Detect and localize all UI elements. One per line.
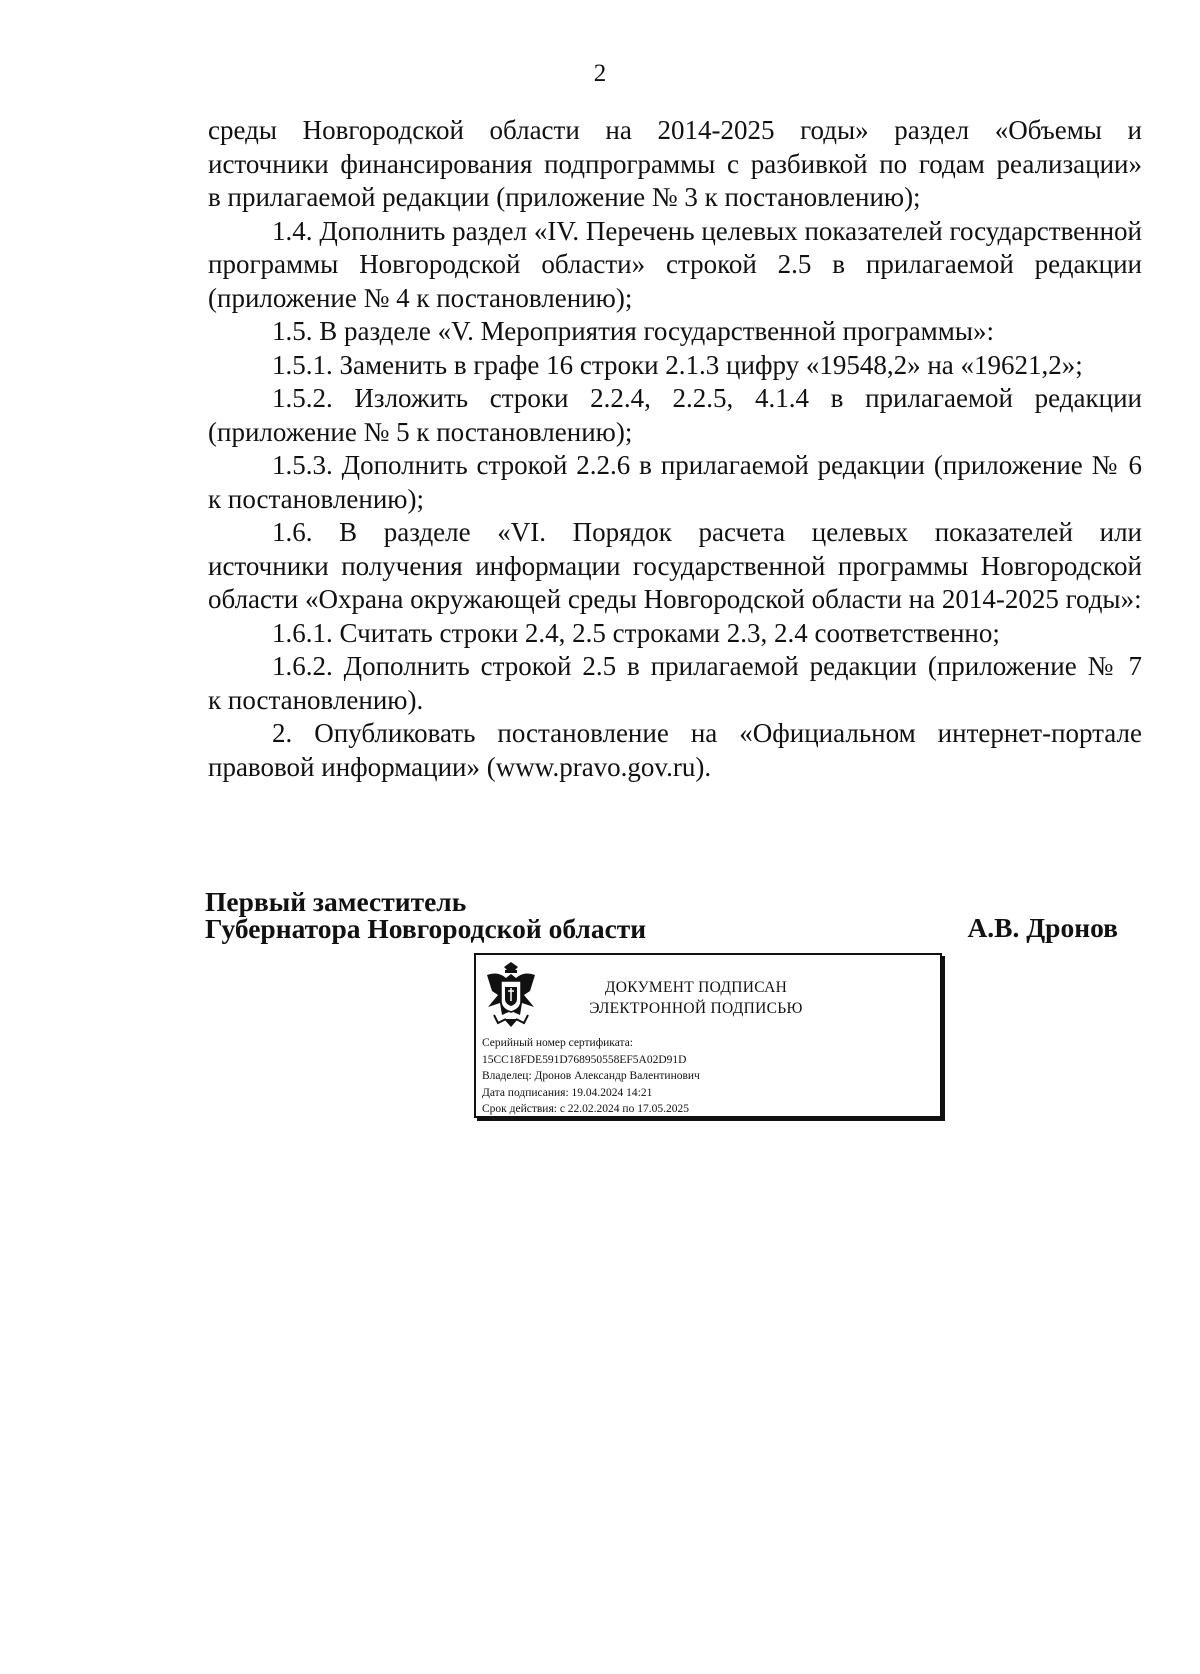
text-line: в прилагаемой редакции (приложение № 3 к постановлению);	[208, 182, 921, 212]
text-line: 1.5.3. Дополнить строкой 2.2.6 в прилагаемой редакции (приложение № 6	[272, 450, 1142, 480]
electronic-signature-stamp	[474, 953, 942, 1118]
text-line: 1.4. Дополнить раздел «IV. Перечень целевых показателей государственной	[272, 215, 1142, 246]
text-line: области «Охрана окружающей среды Новгородской области на 2014-2025 годы»:	[208, 584, 1142, 614]
text-line: 2. Опубликовать постановление на «Официальном интернет-портале	[272, 718, 1142, 748]
text-line: (приложение № 5 к постановлению);	[208, 416, 633, 447]
stamp-title-line2: ЭЛЕКТРОННОЙ ПОДПИСЬЮ	[589, 1000, 803, 1017]
text-line: среды Новгородской области на 2014-2025 годы» раздел «Объемы и	[208, 115, 1142, 145]
text-line: 1.6. В разделе «VI. Порядок расчета целевых показателей или	[272, 517, 1142, 547]
text-line: источники получения информации государственной программы Новгородской	[208, 550, 1142, 581]
text-line: 1.5. В разделе «V. Мероприятия государственной программы»:	[272, 316, 994, 346]
text-line: источники финансирования подпрограммы с разбивкой по годам реализации»	[208, 148, 1142, 179]
certificate-owner: Владелец: Дронов Александр Валентинович	[482, 1070, 700, 1082]
text-line: 1.6.2. Дополнить строкой 2.5 в прилагаемой редакции (приложение № 7	[272, 651, 1142, 681]
stamp-title-line1: ДОКУМЕНТ ПОДПИСАН	[604, 979, 788, 996]
certificate-serial-value: 15CC18FDE591D768950558EF5A02D91D	[482, 1053, 687, 1066]
text-line: к постановлению).	[208, 684, 424, 715]
text-line: (приложение № 4 к постановлению);	[208, 282, 633, 313]
signatory-position-line1: Первый заместитель	[205, 886, 467, 917]
text-line: программы Новгородской области» строкой 2.5 в прилагаемой редакции	[208, 249, 1142, 279]
coat-of-arms-icon	[484, 961, 538, 1029]
certificate-validity: Срок действия: с 22.02.2024 по 17.05.2025	[482, 1103, 689, 1115]
text-line: к постановлению);	[208, 483, 424, 514]
stamp-details	[482, 1035, 700, 1118]
signing-date: Дата подписания: 19.04.2024 14:21	[482, 1086, 653, 1099]
text-line: 1.6.1. Считать строки 2.4, 2.5 строками 2.3, 2.4 соответственно;	[272, 617, 1000, 648]
certificate-serial-label: Серийный номер сертификата:	[482, 1037, 633, 1049]
text-line: 1.5.1. Заменить в графе 16 строки 2.1.3 цифру «19548,2» на «19621,2»;	[272, 349, 1083, 380]
signatory-name: А.В. Дронов	[967, 912, 1118, 943]
text-line: правовой информации» (www.pravo.gov.ru).	[208, 751, 712, 782]
stamp-title	[566, 977, 826, 1019]
document-body	[208, 114, 1142, 784]
signatory-position	[205, 888, 646, 942]
text-line: 1.5.2. Изложить строки 2.2.4, 2.2.5, 4.1.4 в прилагаемой редакции	[272, 383, 1142, 413]
signatory-position-line2: Губернатора Новгородской области	[205, 913, 647, 944]
page-number: 2	[593, 60, 607, 87]
